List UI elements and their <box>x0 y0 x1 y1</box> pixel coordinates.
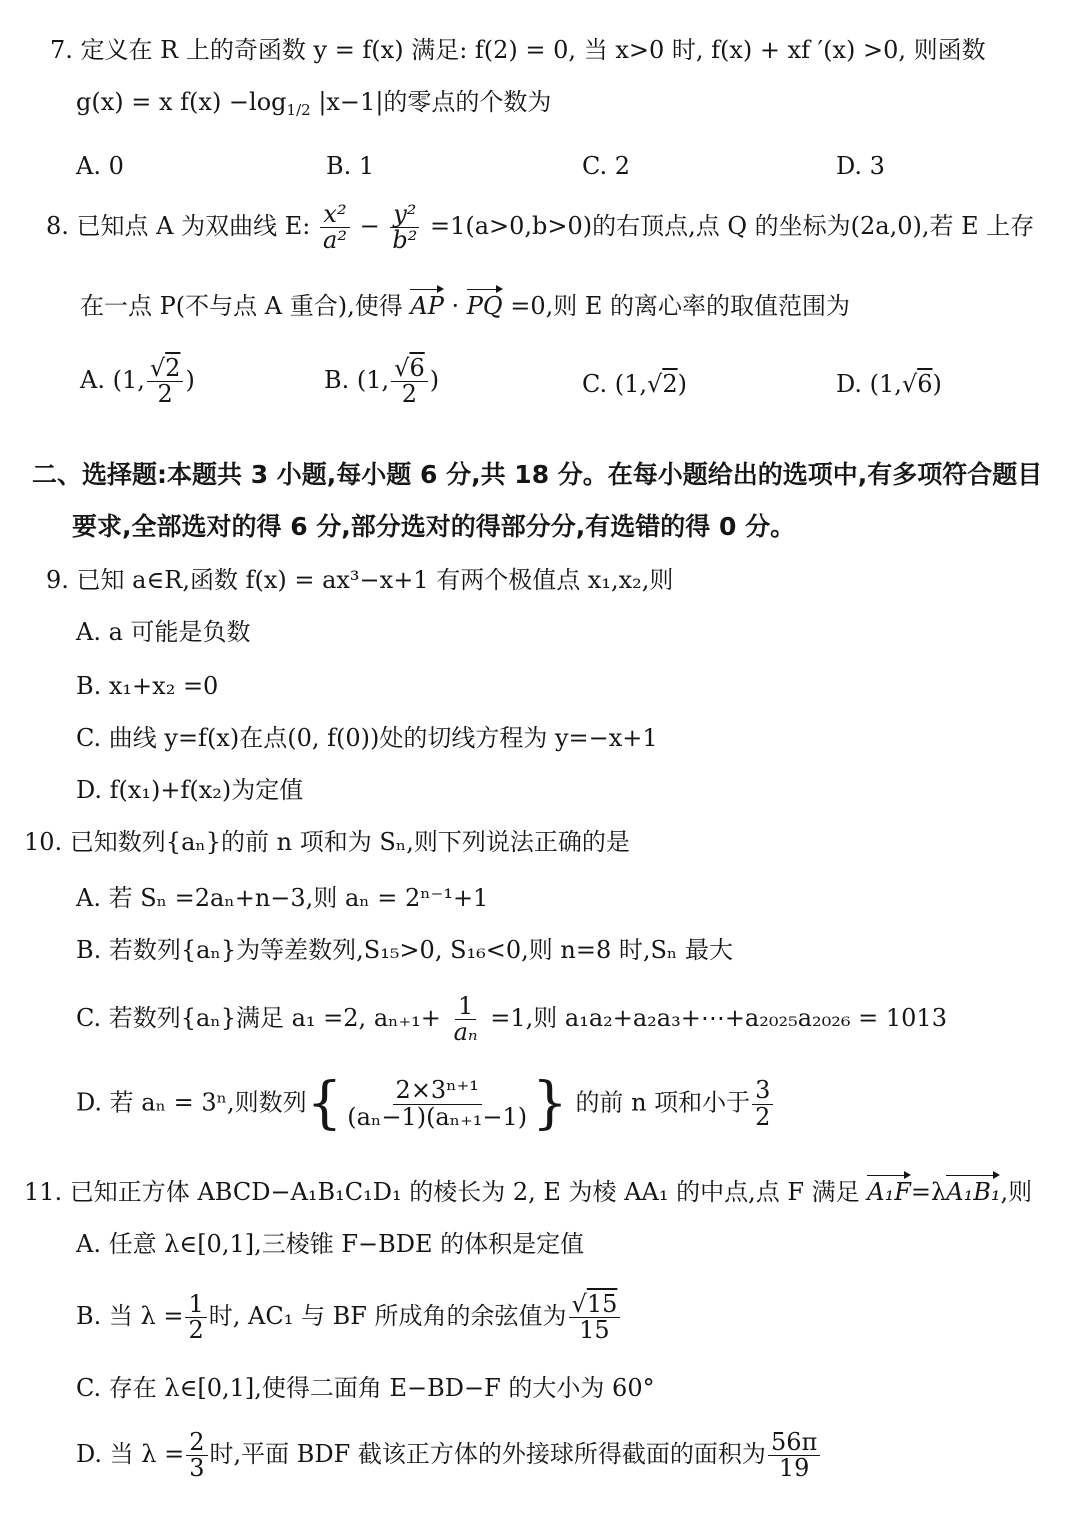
q10-stem-text: 已知数列{aₙ}的前 n 项和为 Sₙ,则下列说法正确的是 <box>69 828 630 856</box>
q11-option-b-pre: B. 当 λ = <box>76 1302 184 1331</box>
section2-heading-line2: 要求,全部选对的得 6 分,部分选对的得部分分,有选错的得 0 分。 <box>72 512 796 541</box>
q7-stem-line1: 定义在 R 上的奇函数 y = f(x) 满足: f(2) = 0, 当 x>0 时, f(x) + xf ′(x) >0, 则函数 <box>80 36 986 64</box>
q10-option-c <box>76 994 947 1045</box>
q7-line2 <box>76 88 551 119</box>
q11-option-b-mid: 时, AC₁ 与 BF 所成角的余弦值为 <box>208 1302 567 1331</box>
q7-log-base: 1/2 <box>286 101 311 119</box>
q8-option-a-label: A. <box>80 366 105 395</box>
q10-option-c-pre: C. 若数列{aₙ}满足 a₁ =2, aₙ₊₁+ <box>76 1004 441 1033</box>
q7-stem-line2: g(x) = x f(x) −log <box>76 88 287 116</box>
q8-number: 8. <box>46 212 69 241</box>
q11-option-c: C. 存在 λ∈[0,1],使得二面角 E−BD−F 的大小为 60° <box>76 1374 655 1402</box>
q11-option-a: A. 任意 λ∈[0,1],三棱锥 F−BDE 的体积是定值 <box>76 1230 585 1258</box>
q8-option-d: D. (1,√6) <box>836 370 942 398</box>
q8-option-d-label: D. <box>836 370 863 398</box>
q8-x2-over-a2: $\frac{\text{x²}}{\text{a²}}$ <box>320 202 350 253</box>
q11-stem-pre: 已知正方体 ABCD−A₁B₁C₁D₁ 的棱长为 2, E 为棱 AA₁ 的中点,点 F 满足 <box>69 1178 860 1206</box>
q7-option-b: B. 1 <box>326 152 375 180</box>
q11-option-b: B. 当 λ = $\frac{1}{2}$ 时, AC₁ 与 BF 所成角的余弦值为 $\frac{√15}{15}$ <box>76 1292 622 1343</box>
q8-option-a: A. (1, $\frac{√2}{2}$ ) <box>80 354 195 409</box>
q8-stem2-post: =0,则 E 的离心率的取值范围为 <box>510 292 851 320</box>
q9-stem <box>46 566 673 595</box>
q8-vector-ap: AP <box>410 292 444 320</box>
q7-option-d: D. 3 <box>836 152 885 180</box>
q10-option-b: B. 若数列{aₙ}为等差数列,S₁₅>0, S₁₆<0,则 n=8 时,Sₙ 最大 <box>76 936 733 964</box>
q8-line1: 8. 已知点 A 为双曲线 E: $\frac{\text{x²}}{\text{a²}}$ − $\frac{\text{y²}}{\text{b²}}$ =1(a>0,b>0)的右顶点,点 Q 的坐标为(2a,0),若 E 上存 <box>46 200 1035 255</box>
q11-number: 11. <box>24 1178 63 1206</box>
q8-option-b: B. (1, $\frac{√6}{2}$ ) <box>324 354 440 409</box>
q7-line1 <box>50 36 986 65</box>
q11-option-d-pre: D. 当 λ = <box>76 1440 185 1469</box>
q10-one-over-an: $\frac{1}{\text{aₙ}}$ <box>453 992 478 1047</box>
q10-option-d-pre: D. 若 aₙ = 3ⁿ,则数列 <box>76 1088 307 1117</box>
q7-option-a: A. 0 <box>76 152 124 180</box>
q8-line2: 在一点 P(不与点 A 重合),使得 AP · PQ =0,则 E 的离心率的取值范围为 <box>80 292 851 320</box>
q11-option-d-mid: 时,平面 BDF 截该正方体的外接球所得截面的面积为 <box>209 1440 766 1469</box>
q8-stem-post: =1(a>0,b>0)的右顶点,点 Q 的坐标为(2a,0),若 E 上存 <box>429 212 1035 241</box>
q10-three-halves: $\frac{3}{2}$ <box>752 1078 773 1129</box>
q8-option-c-label: C. <box>582 370 608 398</box>
q11-option-d: D. 当 λ = $\frac{2}{3}$ 时,平面 BDF 截该正方体的外接球所得截面的面积为 $\frac{56\pi}{19}$ <box>76 1430 822 1481</box>
q11-sqrt15-over-15: $\frac{√15}{15}$ <box>569 1292 621 1343</box>
q11-vector-a1f: A₁F <box>867 1178 911 1206</box>
q8-stem2-pre: 在一点 P(不与点 A 重合),使得 <box>80 292 403 320</box>
q9-stem-text: 已知 a∈R,函数 f(x) = ax³−x+1 有两个极值点 x₁,x₂,则 <box>76 566 674 594</box>
q8-stem-pre: 已知点 A 为双曲线 E: <box>76 212 311 241</box>
section2-heading-line1: 二、选择题:本题共 3 小题,每小题 6 分,共 18 分。在每小题给出的选项中,有多项符合题目 <box>32 460 1043 489</box>
q8-option-c: C. (1,√2) <box>582 370 687 398</box>
q8-option-b-label: B. <box>324 366 350 395</box>
q9-number: 9. <box>46 566 69 594</box>
q9-option-b: B. x₁+x₂ =0 <box>76 672 219 700</box>
q10-option-d: D. 若 aₙ = 3ⁿ,则数列{ $\frac{\text{2×3ⁿ⁺¹}}{\text{(aₙ−1)(aₙ₊₁−1)}}$ } 的前 n 项和小于 $\frac{3}{2}$ <box>76 1076 775 1132</box>
q10-option-d-post: 的前 n 项和小于 <box>575 1088 751 1117</box>
q11-vector-a1b1: A₁B₁ <box>946 1178 1001 1206</box>
q10-option-c-post: =1,则 a₁a₂+a₂a₃+⋯+a₂₀₂₅a₂₀₂₆ = 1013 <box>490 1004 947 1033</box>
q7-stem-line2-post: |x−1|的零点的个数为 <box>318 88 552 116</box>
q8-y2-over-b2: $\frac{\text{y²}}{\text{b²}}$ <box>389 202 420 253</box>
q10-option-a: A. 若 Sₙ =2aₙ+n−3,则 aₙ = 2ⁿ⁻¹+1 <box>76 884 489 912</box>
q10-d-numerator: 2×3ⁿ⁺¹ <box>393 1078 482 1104</box>
q11-stem-post: ,则 <box>1000 1178 1033 1206</box>
q9-option-d: D. f(x₁)+f(x₂)为定值 <box>76 776 304 804</box>
q7-number: 7. <box>50 36 73 64</box>
q10-sequence-fraction <box>344 1078 530 1129</box>
q9-option-a: A. a 可能是负数 <box>76 618 251 646</box>
q10-d-denominator: (aₙ−1)(aₙ₊₁−1) <box>347 1102 528 1131</box>
q7-option-c: C. 2 <box>582 152 631 180</box>
q11-56pi-over-19: $\frac{56\pi}{19}$ <box>768 1430 820 1481</box>
q9-option-c: C. 曲线 y=f(x)在点(0, f(0))处的切线方程为 y=−x+1 <box>76 724 658 752</box>
q10-number: 10. <box>24 828 63 856</box>
q8-vector-pq: PQ <box>466 292 503 320</box>
q11-stem: 11. 已知正方体 ABCD−A₁B₁C₁D₁ 的棱长为 2, E 为棱 AA₁ 的中点,点 F 满足 A₁F=λA₁B₁,则 <box>24 1178 1033 1206</box>
q10-stem <box>24 828 630 857</box>
